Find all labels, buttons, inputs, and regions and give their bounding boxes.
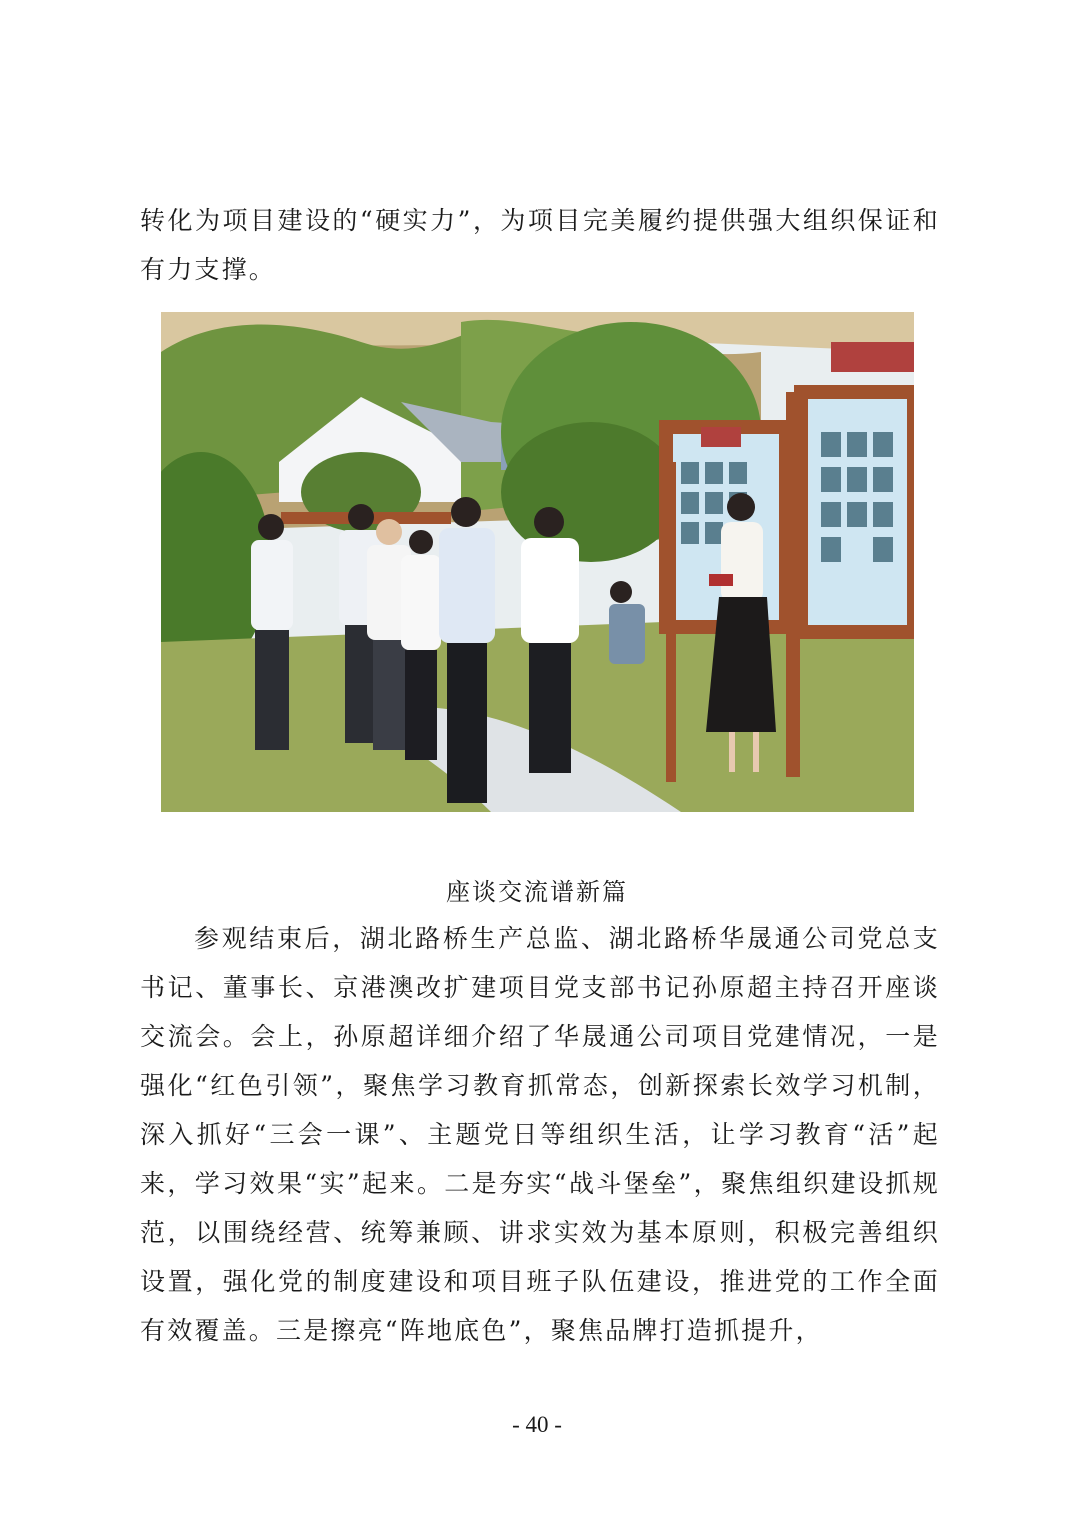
section-caption: 座谈交流谱新篇 bbox=[446, 878, 628, 906]
page-number: - 40 - bbox=[512, 1412, 562, 1437]
intro-paragraph: 转化为项目建设的“硬实力”，为项目完美履约提供强大组织保证和有力支撑。 bbox=[140, 206, 940, 284]
event-photo bbox=[161, 312, 914, 812]
body-paragraph: 参观结束后，湖北路桥生产总监、湖北路桥华晟通公司党总支书记、董事长、京港澳改扩建项目党支部书记孙原超主持召开座谈交流会。会上，孙原超详细介绍了华晟通公司项目党建情况，一是强化“红色引领”，聚焦学习教育抓常态，创新探索长效学习机制，深入抓好“三会一课”、主题党日等组织生活，让学习教育“活”起来，学习效果“实”起来。二是夯实“战斗堡垒”，聚焦组织建设抓规范，以围绕经营、统筹兼顾、讲求实效为基本原则，积极完善组织设置，强化党的制度建设和项目班子队伍建设，推进党的工作全面有效覆盖。三是擦亮“阵地底色”，聚焦品牌打造抓提升， bbox=[140, 924, 940, 1345]
